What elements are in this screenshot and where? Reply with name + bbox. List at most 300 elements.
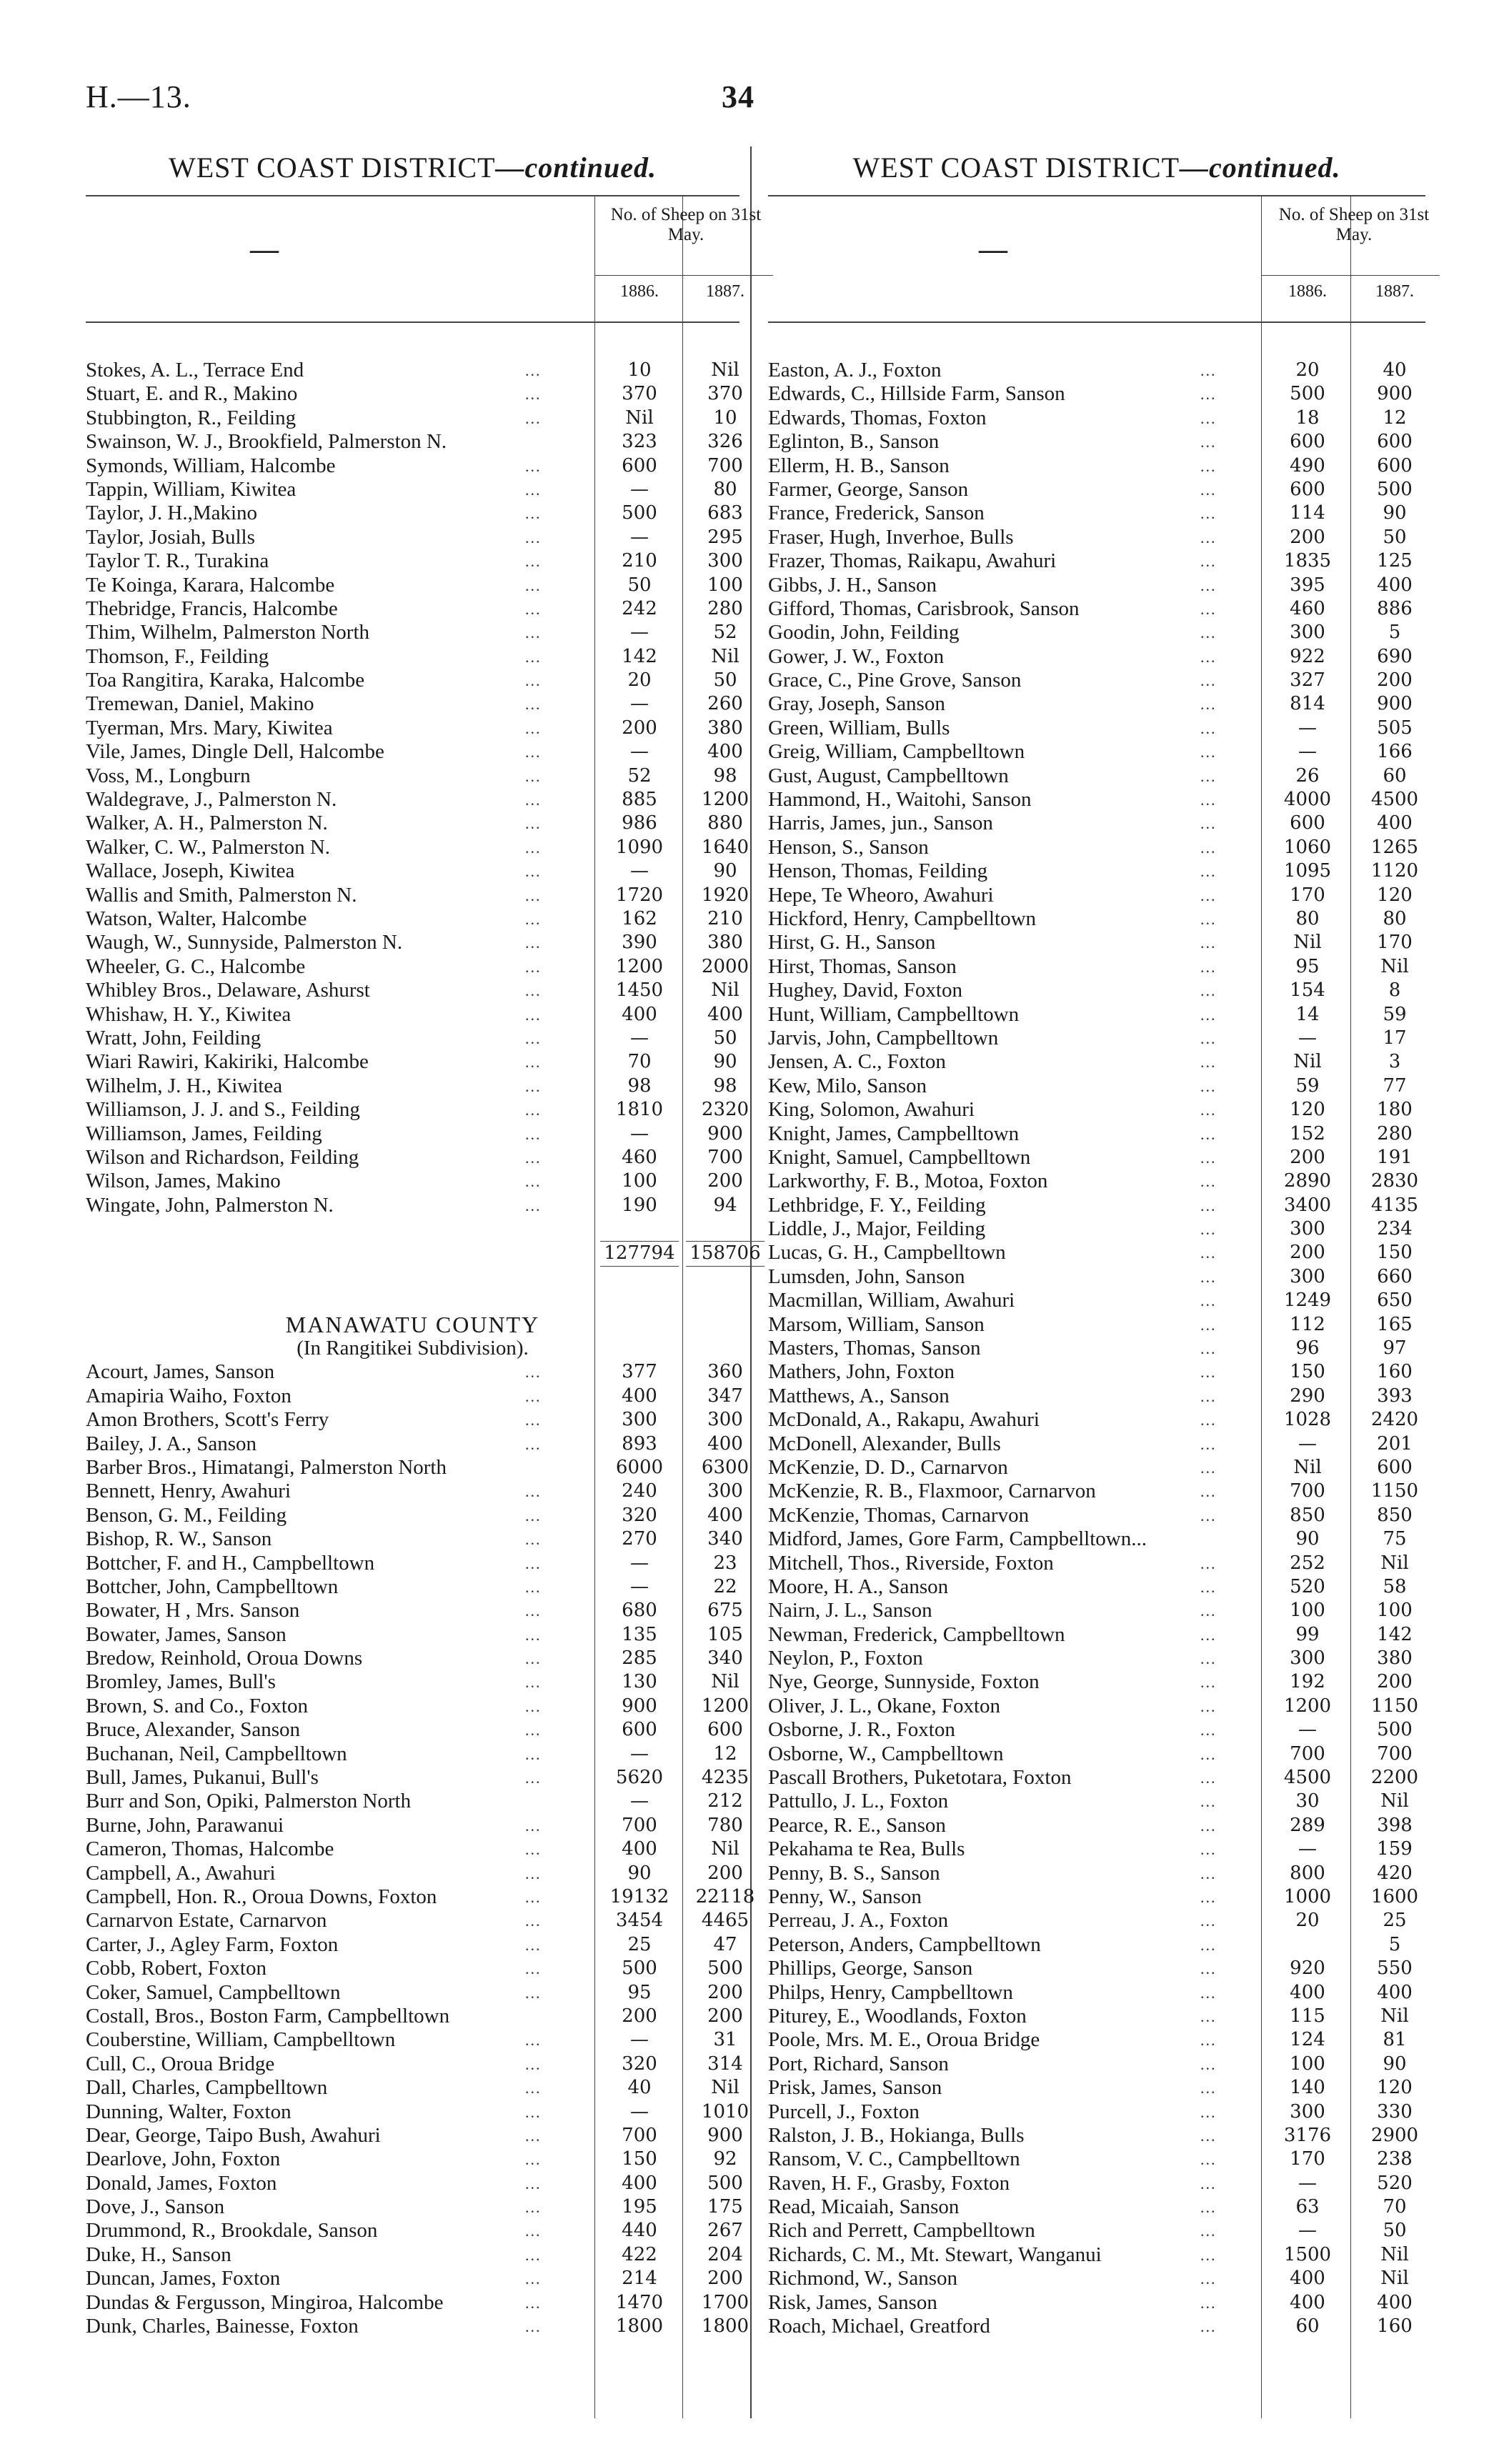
- leader-dots: ...: [1200, 1506, 1217, 1525]
- leader-dots: ...: [525, 1482, 542, 1501]
- leader-dots: ...: [1200, 1864, 1217, 1882]
- leader-dots: ...: [1200, 504, 1217, 523]
- owner-name: Tyerman, Mrs. Mary, Kiwitea: [86, 716, 333, 739]
- sheep-1887: 600: [1377, 431, 1413, 453]
- leader-dots: ...: [525, 599, 542, 618]
- leader-dots: ...: [1200, 838, 1217, 857]
- sheep-1886: 1500: [1283, 2243, 1332, 2265]
- sheep-1886: 400: [1290, 2268, 1325, 2290]
- sheep-1886: 3454: [615, 1910, 664, 1932]
- leader-dots: ...: [1200, 1267, 1217, 1286]
- owner-name: Greig, William, Campbelltown: [768, 740, 1025, 764]
- leader-dots: ...: [1200, 957, 1217, 976]
- table-row: [768, 2291, 1425, 2315]
- leader-dots: ...: [1200, 695, 1217, 714]
- leader-dots: ...: [1200, 1340, 1217, 1358]
- table-row: [86, 359, 739, 382]
- table-row: [768, 1337, 1425, 1360]
- leader-dots: ...: [525, 385, 542, 404]
- leader-dots: ...: [1200, 1411, 1217, 1430]
- leader-dots: ...: [1200, 934, 1217, 952]
- sheep-1887: 4135: [1370, 1194, 1419, 1216]
- sheep-1886: 300: [622, 1409, 657, 1431]
- sheep-1886: 26: [1295, 764, 1320, 787]
- leader-dots: ...: [1200, 2198, 1217, 2217]
- owner-name: Bredow, Reinhold, Oroua Downs: [86, 1647, 363, 1670]
- owner-name: France, Frederick, Sanson: [768, 502, 985, 525]
- table-row: [768, 1575, 1425, 1599]
- sheep-1887: 850: [1377, 1504, 1413, 1526]
- owner-name: Wingate, John, Palmerston N.: [86, 1193, 334, 1217]
- leader-dots: ...: [1200, 1935, 1217, 1954]
- table-row: [86, 1980, 743, 2005]
- table-row: [86, 788, 750, 812]
- leader-dots: ...: [525, 1005, 542, 1024]
- sheep-1886: 986: [622, 812, 657, 834]
- sheep-1887: 1640: [701, 836, 750, 858]
- sheep-1887: 204: [707, 2243, 743, 2265]
- sheep-1887: 700: [1377, 1742, 1413, 1765]
- district-title-text: WEST COAST DISTRICT: [852, 151, 1180, 184]
- sheep-1887: 200: [707, 1862, 743, 1884]
- sheep-1887: 1600: [1370, 1886, 1419, 1907]
- sheep-1886: 290: [1290, 1385, 1325, 1407]
- owner-name: Lethbridge, F. Y., Feilding: [768, 1193, 986, 1217]
- sheep-1887: 1150: [1370, 1480, 1419, 1502]
- owner-name: MANAWATU COUNTY: [285, 1312, 540, 1337]
- leader-dots: ...: [525, 1124, 542, 1143]
- table-row: [768, 740, 1425, 764]
- owner-name: Raven, H. F., Grasby, Foxton: [768, 2171, 1010, 2195]
- leader-dots: ...: [525, 791, 542, 809]
- owner-name: Kew, Milo, Sanson: [768, 1074, 927, 1097]
- leader-dots: ...: [1200, 1650, 1217, 1668]
- table-row: [768, 1194, 1425, 1217]
- leader-dots: ...: [525, 1530, 542, 1549]
- owner-name: Gifford, Thomas, Carisbrook, Sanson: [768, 597, 1080, 620]
- leader-dots: ...: [525, 1435, 542, 1453]
- header-rule: [594, 196, 595, 321]
- owner-name: Ralston, J. B., Hokianga, Bulls: [768, 2123, 1025, 2147]
- sheep-1887: 150: [1377, 1242, 1413, 1264]
- left-column: [86, 146, 762, 2338]
- owner-name: Knight, James, Campbelltown: [768, 1122, 1020, 1145]
- sheep-1887: 650: [1377, 1290, 1413, 1312]
- table-row: [86, 2290, 750, 2315]
- owner-name: Cull, C., Oroua Bridge: [86, 2052, 275, 2075]
- owner-name: Bruce, Alexander, Sanson: [86, 1718, 301, 1742]
- header-year-1886: 1886.: [1288, 282, 1327, 301]
- sheep-1887: 700: [707, 454, 743, 477]
- owner-name: Buchanan, Neil, Campbelltown: [86, 1742, 347, 1765]
- sheep-1887: 400: [1377, 1981, 1413, 2003]
- leader-dots: ...: [525, 767, 542, 785]
- sheep-1887: 1700: [701, 2291, 750, 2313]
- leader-dots: ...: [525, 457, 542, 475]
- owner-name: Prisk, James, Sanson: [768, 2076, 942, 2100]
- table-row: [768, 430, 1425, 454]
- sheep-1887: 98: [713, 764, 737, 787]
- sheep-1887: 160: [1377, 1361, 1413, 1383]
- leader-dots: ...: [525, 1077, 542, 1095]
- table-row: [768, 907, 1425, 931]
- table-row: [86, 454, 743, 478]
- owner-name: Lumsden, John, Sanson: [768, 1265, 965, 1288]
- sheep-1887: 300: [707, 1480, 743, 1502]
- sheep-1887: 10: [713, 406, 737, 429]
- sheep-1886: 400: [622, 2172, 657, 2194]
- leader-dots: ...: [1200, 1124, 1217, 1143]
- sheep-1887: Nil: [711, 645, 739, 667]
- leader-dots: ...: [1200, 1554, 1217, 1572]
- table-row: [768, 526, 1425, 549]
- owner-name: Symonds, William, Halcombe: [86, 454, 336, 477]
- sheep-1886: 100: [622, 1170, 657, 1192]
- sheep-1887: 166: [1377, 741, 1413, 763]
- table-row: [768, 1146, 1425, 1169]
- leader-dots: ...: [525, 1673, 542, 1692]
- table-row: [86, 645, 739, 669]
- sheep-1886: —: [630, 741, 649, 763]
- table-row: [86, 2267, 743, 2290]
- owner-name: Frazer, Thomas, Raikapu, Awahuri: [768, 549, 1057, 573]
- sheep-1886: 63: [1295, 2196, 1320, 2218]
- sheep-1886: 6000: [615, 1456, 664, 1478]
- leader-dots: ...: [1200, 719, 1217, 737]
- sheep-1886: 1800: [615, 2315, 664, 2338]
- owner-name: Read, Micaiah, Sanson: [768, 2195, 960, 2219]
- owner-name: Risk, James, Sanson: [768, 2290, 937, 2314]
- table-row: [86, 740, 743, 764]
- owner-name: Burr and Son, Opiki, Palmerston North: [86, 1790, 412, 1813]
- leader-dots: ...: [525, 1625, 542, 1644]
- sheep-1886: 500: [1290, 383, 1325, 405]
- leader-dots: ...: [525, 957, 542, 976]
- sheep-1886: 130: [622, 1671, 657, 1693]
- sheep-1886: —: [630, 1742, 649, 1765]
- header-sheep-label: No. of Sheep on 31st May.: [1278, 205, 1430, 244]
- leader-dots: ...: [1200, 1792, 1217, 1811]
- header-dash: —: [250, 233, 279, 265]
- sheep-1886: 200: [622, 2005, 657, 2027]
- table-row: [768, 597, 1425, 621]
- sheep-1887: 380: [1377, 1647, 1413, 1670]
- sheep-1887: 90: [1383, 2052, 1407, 2075]
- sheep-1886: 80: [1295, 907, 1320, 929]
- sheep-1887: Nil: [1380, 2005, 1409, 2027]
- sheep-1886: 135: [622, 1623, 657, 1645]
- table-row: [86, 2100, 750, 2124]
- owner-name: (In Rangitikei Subdivision).: [297, 1337, 529, 1360]
- leader-dots: ...: [525, 2270, 542, 2288]
- owner-name: Gibbs, J. H., Sanson: [768, 573, 937, 597]
- owner-name: Richards, C. M., Mt. Stewart, Wanganui: [768, 2243, 1102, 2266]
- sheep-1887: 210: [707, 907, 743, 929]
- table-row: [768, 1527, 1425, 1551]
- sheep-1886: 4000: [1283, 789, 1332, 811]
- leader-dots: ...: [1200, 457, 1217, 475]
- sheep-1886: Nil: [625, 406, 654, 429]
- sheep-1886: —: [630, 478, 649, 500]
- owner-name: King, Solomon, Awahuri: [768, 1098, 975, 1122]
- sheep-1887: 90: [713, 860, 737, 882]
- owner-name: Cameron, Thomas, Halcombe: [86, 1837, 334, 1861]
- sheep-1887: 12: [713, 1742, 737, 1765]
- owner-name: Nye, George, Sunnyside, Foxton: [768, 1670, 1040, 1694]
- table-row: [86, 1169, 743, 1193]
- leader-dots: ...: [1200, 791, 1217, 809]
- owner-name: McDonald, A., Rakapu, Awahuri: [768, 1408, 1040, 1432]
- sheep-1886: 140: [1290, 2077, 1325, 2099]
- owner-name: Green, William, Bulls: [768, 716, 950, 739]
- table-row: [86, 1527, 743, 1551]
- sheep-1887: Nil: [1380, 1790, 1409, 1812]
- owner-name: Grace, C., Pine Grove, Sanson: [768, 669, 1022, 692]
- header-sheep-label: No. of Sheep on 31st May.: [610, 205, 762, 244]
- table-row: [768, 1456, 1425, 1480]
- owner-name: Eglinton, B., Sanson: [768, 430, 940, 454]
- table-row: [86, 573, 743, 597]
- leader-dots: ...: [1200, 1816, 1217, 1835]
- leader-dots: ...: [1200, 672, 1217, 690]
- leader-dots: ...: [1200, 2270, 1217, 2288]
- owner-name: Masters, Thomas, Sanson: [768, 1337, 981, 1360]
- table-row: [768, 1169, 1425, 1193]
- leader-dots: ...: [525, 647, 542, 666]
- sheep-1886: 600: [622, 454, 657, 477]
- owner-name: Henson, S., Sanson: [768, 835, 929, 859]
- leader-dots: ...: [525, 1363, 542, 1382]
- owner-name: Bailey, J. A., Sanson: [86, 1432, 257, 1455]
- table-row: [86, 1217, 739, 1241]
- leader-dots: ...: [525, 1960, 542, 1978]
- district-title-suffix: —continued.: [1180, 151, 1341, 184]
- table-row: [86, 382, 743, 406]
- owner-name: Peterson, Anders, Campbelltown: [768, 1932, 1041, 1956]
- sheep-1886: 700: [622, 2124, 657, 2146]
- owner-name: Bishop, R. W., Sanson: [86, 1527, 272, 1551]
- owner-name: Bromley, James, Bull's: [86, 1670, 276, 1694]
- owner-name: Drummond, R., Brookdale, Sanson: [86, 2219, 378, 2243]
- sheep-1886: 920: [1290, 1957, 1325, 1980]
- owner-name: Stokes, A. L., Terrace End: [86, 359, 304, 381]
- leader-dots: ...: [1200, 1220, 1217, 1239]
- sheep-1886: 320: [622, 1504, 657, 1526]
- leader-dots: ...: [525, 1148, 542, 1167]
- table-row: [86, 430, 743, 454]
- sheep-1887: 400: [707, 1432, 743, 1455]
- leader-dots: ...: [525, 1769, 542, 1787]
- sheep-1887: 400: [707, 741, 743, 763]
- table-row: [768, 859, 1425, 883]
- sheep-1887: 191: [1377, 1146, 1413, 1168]
- leader-dots: ...: [1200, 576, 1217, 594]
- leader-dots: ...: [525, 2103, 542, 2121]
- sheep-1886: —: [630, 526, 649, 548]
- sheep-1886: —: [1298, 2172, 1317, 2194]
- sheep-1886: —: [630, 1027, 649, 1049]
- table-row: [86, 1432, 743, 1456]
- owner-name: Coker, Samuel, Campbelltown: [86, 1980, 341, 2004]
- sheep-1887: 80: [713, 478, 737, 500]
- sheep-1887: 77: [1383, 1074, 1407, 1097]
- leader-dots: ...: [1200, 1912, 1217, 1930]
- sheep-1887: 600: [707, 1719, 743, 1741]
- sheep-1887: 360: [707, 1361, 743, 1383]
- leader-dots: ...: [525, 576, 542, 594]
- sheep-1886: 850: [1290, 1504, 1325, 1526]
- owner-name: Bottcher, F. and H., Campbelltown: [86, 1551, 375, 1575]
- owner-name: Edwards, Thomas, Foxton: [768, 406, 987, 429]
- owner-name: Te Koinga, Karara, Halcombe: [86, 573, 335, 597]
- table-row: [86, 1575, 739, 1599]
- owner-name: Wallace, Joseph, Kiwitea: [86, 859, 295, 883]
- table-row: [86, 525, 743, 549]
- sheep-1886: 377: [622, 1361, 657, 1383]
- leader-dots: ...: [525, 1554, 542, 1572]
- sheep-1886: 1450: [615, 979, 664, 1002]
- owner-name: Hepe, Te Wheoro, Awahuri: [768, 883, 994, 907]
- leader-dots: ...: [1200, 743, 1217, 762]
- table-row: [768, 1265, 1425, 1289]
- table-row: [86, 1742, 739, 1766]
- table-row: [768, 717, 1425, 740]
- leader-dots: ...: [1200, 2318, 1217, 2336]
- sheep-1887: 97: [1383, 1337, 1407, 1360]
- owner-name: Donald, James, Foxton: [86, 2171, 277, 2195]
- table-row: [768, 1289, 1425, 1312]
- table-row: [86, 1861, 743, 1885]
- sheep-1886: 400: [622, 1003, 657, 1025]
- leader-dots: ...: [525, 814, 542, 833]
- table-row: [768, 1504, 1425, 1527]
- leader-dots: ...: [1200, 2126, 1217, 2145]
- sheep-1887: 200: [707, 2005, 743, 2027]
- sheep-1886: 700: [622, 1814, 657, 1836]
- sheep-1887: 92: [713, 2148, 737, 2170]
- sheep-1886: 200: [1290, 526, 1325, 548]
- owner-name: Perreau, J. A., Foxton: [768, 1909, 949, 1932]
- page-reference: H.—13.: [86, 79, 191, 114]
- table-row: [768, 884, 1425, 907]
- owner-name: Harris, James, jun., Sanson: [768, 812, 993, 835]
- leader-dots: ...: [1200, 433, 1217, 452]
- leader-dots: ...: [525, 1745, 542, 1763]
- sheep-1886: —: [630, 693, 649, 715]
- table-row: [86, 406, 739, 430]
- table-row: [768, 359, 1425, 382]
- table-row: [768, 2076, 1425, 2100]
- sheep-1886: 600: [1290, 478, 1325, 500]
- sheep-1886: —: [1298, 1027, 1317, 1049]
- leader-dots: ...: [1200, 1363, 1217, 1382]
- leader-dots: ...: [525, 1697, 542, 1715]
- table-row: [768, 1623, 1425, 1647]
- owner-name: Dear, George, Taipo Bush, Awahuri: [86, 2123, 381, 2147]
- sheep-1887: 3: [1388, 1051, 1401, 1073]
- owner-name: McKenzie, D. D., Carnarvon: [768, 1455, 1008, 1479]
- sheep-1887: 160: [1377, 2315, 1413, 2338]
- sheep-1887: 6300: [701, 1456, 750, 1478]
- leader-dots: ...: [1200, 1983, 1217, 2002]
- sheep-1886: 112: [1290, 1313, 1325, 1335]
- owner-name: Whibley Bros., Delaware, Ashurst: [86, 979, 370, 1002]
- table-row: [768, 1670, 1425, 1694]
- table-row: [86, 859, 739, 883]
- sheep-1886: 460: [1290, 597, 1325, 619]
- sheep-1886: 99: [1295, 1623, 1320, 1645]
- sheep-1887: 200: [707, 2268, 743, 2290]
- leader-dots: ...: [1200, 2055, 1217, 2073]
- owner-name: Pattullo, J. L., Foxton: [768, 1790, 949, 1813]
- sheep-1886: 520: [1290, 1575, 1325, 1597]
- leader-dots: ...: [525, 1864, 542, 1882]
- owner-name: Rich and Perrett, Campbelltown: [768, 2219, 1035, 2243]
- leader-dots: ...: [1200, 1960, 1217, 1978]
- table-row: [768, 836, 1425, 859]
- owner-name: Thebridge, Francis, Halcombe: [86, 597, 338, 620]
- leader-dots: ...: [1200, 2079, 1217, 2098]
- sheep-1886: 52: [627, 764, 652, 787]
- table-row: [86, 2243, 743, 2267]
- owner-name: Thim, Wilhelm, Palmerston North: [86, 621, 370, 644]
- sheep-1887: 340: [707, 1647, 743, 1670]
- owner-name: Gray, Joseph, Sanson: [768, 692, 945, 716]
- leader-dots: ...: [1200, 1029, 1217, 1047]
- table-row: [86, 954, 750, 979]
- table-row: [768, 1552, 1425, 1575]
- sheep-1886: 1720: [615, 884, 664, 906]
- sheep-1887: 159: [1377, 1838, 1413, 1860]
- table-row: [768, 2219, 1425, 2243]
- owner-name: Mathers, John, Foxton: [768, 1360, 955, 1384]
- sheep-1886: 285: [622, 1647, 657, 1670]
- sheep-1886: 59: [1295, 1074, 1320, 1097]
- value-column-rule: [594, 321, 595, 2418]
- table-row: [86, 1552, 739, 1575]
- leader-dots: ...: [525, 934, 542, 952]
- sheep-1887: 58: [1383, 1575, 1407, 1597]
- owner-name: Dunk, Charles, Bainesse, Foxton: [86, 2315, 359, 2338]
- sheep-1887: 212: [707, 1790, 743, 1812]
- owner-name: Couberstine, William, Campbelltown: [86, 2028, 396, 2052]
- sheep-1886: 190: [622, 1194, 657, 1216]
- table-row: [768, 1432, 1425, 1456]
- owner-name: Voss, M., Longburn: [86, 764, 251, 787]
- owner-name: Poole, Mrs. M. E., Oroua Bridge: [768, 2028, 1040, 2052]
- owner-name: Walker, A. H., Palmerston N.: [86, 812, 328, 835]
- sheep-1886: 70: [627, 1051, 652, 1073]
- sheep-1887: 370: [707, 383, 743, 405]
- sheep-1887: 500: [707, 2172, 743, 2194]
- table-row: [86, 1265, 739, 1289]
- owner-name: Bennett, Henry, Awahuri: [86, 1480, 291, 1503]
- sheep-1887: 90: [713, 1051, 737, 1073]
- sheep-1886: 98: [627, 1074, 652, 1097]
- sheep-1887: 234: [1377, 1218, 1413, 1240]
- table-row: [86, 2171, 743, 2195]
- sheep-1887: 40: [1383, 359, 1407, 381]
- sheep-1887: 600: [1377, 454, 1413, 477]
- owner-name: Wallis and Smith, Palmerston N.: [86, 883, 357, 907]
- leader-dots: ...: [1200, 1673, 1217, 1692]
- owner-name: Carter, J., Agley Farm, Foxton: [86, 1932, 339, 1956]
- sheep-1886: 300: [1290, 1647, 1325, 1670]
- owner-name: Farmer, George, Sanson: [768, 477, 969, 501]
- sheep-1887: 70: [1383, 2196, 1407, 2218]
- sheep-1886: 100: [1290, 1600, 1325, 1622]
- leader-dots: ...: [1200, 862, 1217, 881]
